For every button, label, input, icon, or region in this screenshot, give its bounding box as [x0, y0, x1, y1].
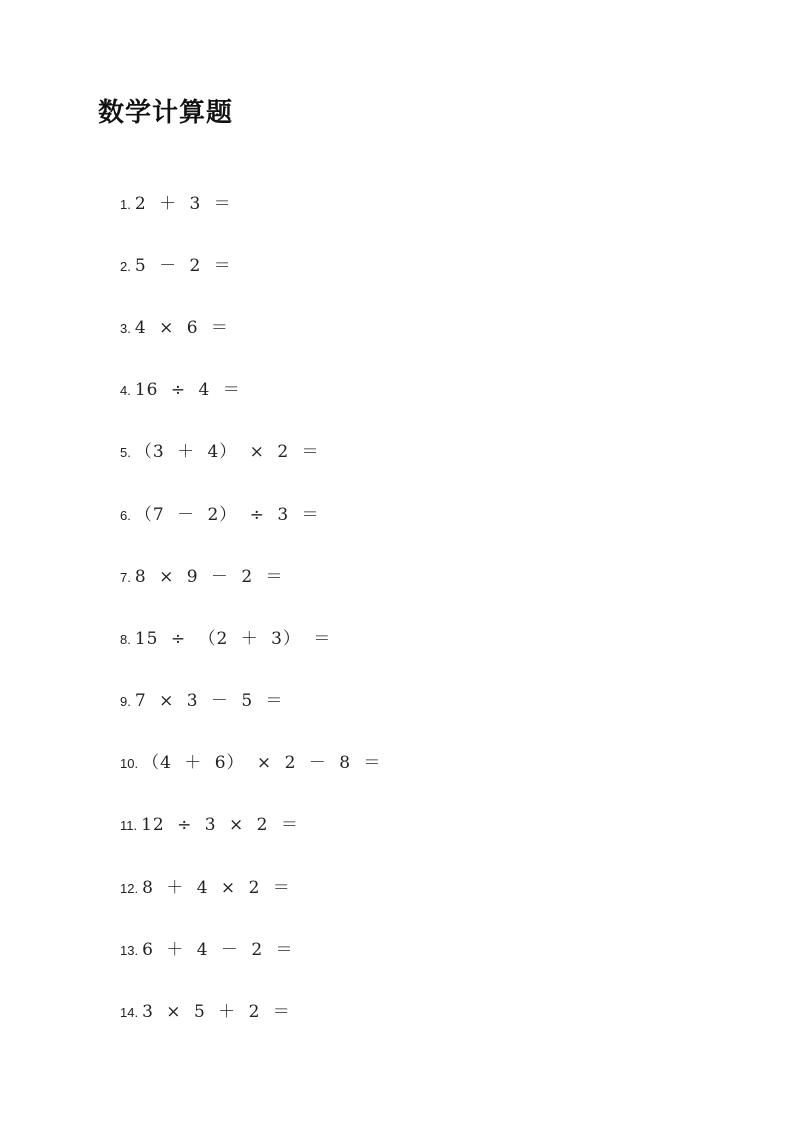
problem-number: 2. [120, 258, 131, 274]
problem-number: 12. [120, 880, 139, 896]
problem-item [120, 481, 740, 543]
problem-item [120, 978, 740, 1040]
problem-item [120, 605, 740, 667]
problem-list [120, 170, 740, 1041]
problem-item [120, 357, 740, 419]
problem-item [120, 854, 740, 916]
problem-item [120, 170, 740, 232]
problem-expression: 6 ＋ 4 － 2 ＝ [142, 939, 294, 960]
problem-item [120, 232, 740, 294]
problem-number: 11. [120, 818, 138, 834]
problem-expression: 5 － 2 ＝ [134, 255, 232, 276]
problem-number: 13. [120, 942, 139, 958]
problem-item [120, 543, 740, 605]
problem-item [120, 419, 740, 481]
problem-number: 5. [120, 445, 131, 461]
problem-number: 7. [120, 569, 131, 585]
problem-expression: 3 × 5 ＋ 2 ＝ [142, 1002, 291, 1023]
problem-item [120, 792, 740, 854]
problem-expression: （3 ＋ 4） × 2 ＝ [134, 442, 320, 463]
problem-number: 6. [120, 507, 131, 523]
problem-item [120, 668, 740, 730]
problem-expression: 16 ÷ 4 ＝ [134, 380, 241, 401]
page-title: 数学计算题 [98, 98, 234, 128]
problem-expression: 2 ＋ 3 ＝ [134, 193, 232, 214]
problem-expression: 8 × 9 － 2 ＝ [134, 566, 284, 587]
problem-item [120, 730, 740, 792]
problem-expression: 4 × 6 ＝ [134, 317, 229, 338]
problem-number: 9. [120, 694, 131, 710]
problem-item [120, 916, 740, 978]
problem-number: 1. [120, 196, 131, 212]
problem-expression: 15 ÷ （2 ＋ 3） ＝ [134, 628, 332, 649]
problem-number: 4. [120, 383, 131, 399]
problem-item [120, 294, 740, 356]
problem-number: 3. [120, 320, 131, 336]
problem-number: 10. [120, 756, 139, 772]
problem-expression: （7 － 2） ÷ 3 ＝ [134, 504, 320, 525]
problem-expression: 12 ÷ 3 × 2 ＝ [141, 815, 299, 836]
problem-number: 14. [120, 1005, 139, 1021]
problem-number: 8. [120, 631, 131, 647]
problem-expression: 8 ＋ 4 × 2 ＝ [142, 877, 291, 898]
problem-expression: 7 × 3 － 5 ＝ [134, 691, 284, 712]
problem-expression: （4 ＋ 6） × 2 － 8 ＝ [142, 753, 382, 774]
